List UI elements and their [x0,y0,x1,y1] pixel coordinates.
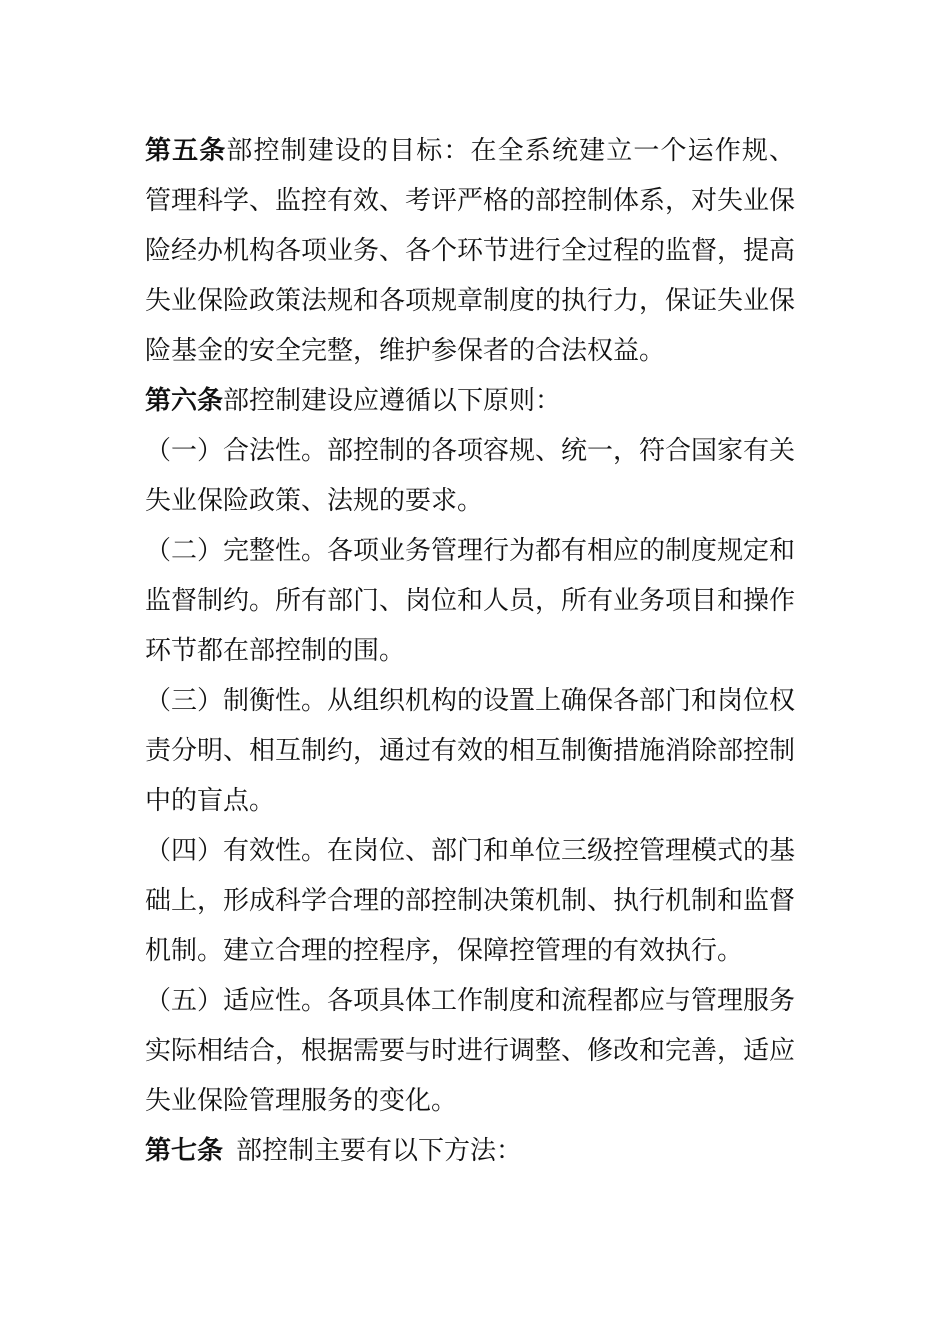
article-5-text: 部控制建设的目标：在全系统建立一个运作规、管理科学、监控有效、考评严格的部控制体系，对失业保险经办机构各项业务、各个环节进行全过程的监督，提高失业保险政策法规和各项规章制度的执行力，保证失业保险基金的安全完整，维护参保者的合法权益。 [145,136,796,366]
article-5-number: 第五条 [145,136,227,166]
article-6-number: 第六条 [145,386,224,416]
article-6-paragraph [145,376,795,426]
principle-5-paragraph: （五）适应性。各项具体工作制度和流程都应与管理服务实际相结合，根据需要与时进行调整、修改和完善，适应失业保险管理服务的变化。 [145,986,796,1116]
article-7-number: 第七条 [145,1136,224,1166]
document-body [145,126,795,1176]
principle-4-paragraph: （四）有效性。在岗位、部门和单位三级控管理模式的基础上，形成科学合理的部控制决策机制、执行机制和监督机制。建立合理的控程序，保障控管理的有效执行。 [145,836,796,966]
principle-2-paragraph: （二）完整性。各项业务管理行为都有相应的制度规定和监督制约。所有部门、岗位和人员，所有业务项目和操作环节都在部控制的围。 [145,536,796,666]
article-7-paragraph [145,1126,795,1176]
article-5-paragraph [145,126,795,376]
article-6-text: 部控制建设应遵循以下原则： [223,386,562,416]
article-7-text: 部控制主要有以下方法： [236,1136,523,1166]
principle-3-paragraph: （三）制衡性。从组织机构的设置上确保各部门和岗位权责分明、相互制约，通过有效的相互制衡措施消除部控制中的盲点。 [145,686,796,816]
principle-1-paragraph: （一）合法性。部控制的各项容规、统一，符合国家有关失业保险政策、法规的要求。 [145,436,796,516]
